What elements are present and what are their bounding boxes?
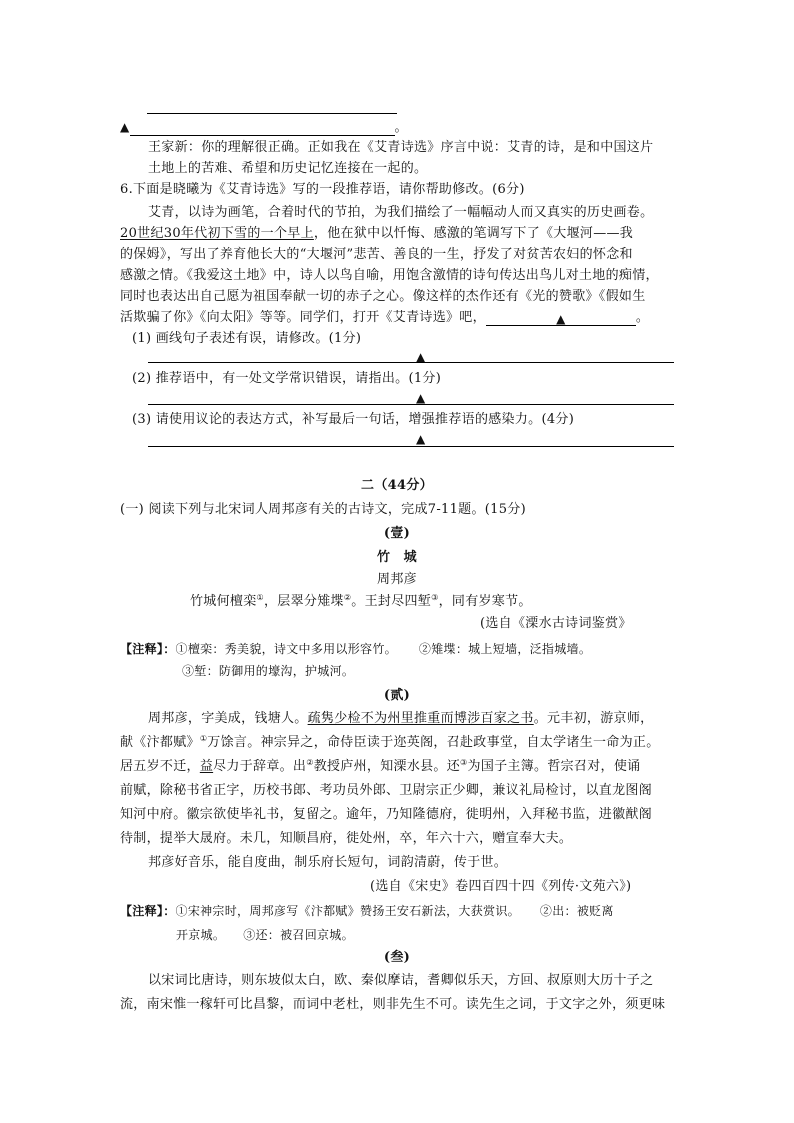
answer-marker-icon: ▲ <box>416 432 426 446</box>
question-title: 6.下面是晓曦为《艾青诗选》写的一段推荐语，请你帮助修改。(6分) <box>120 182 525 197</box>
section-title: 二（44分） <box>361 478 433 493</box>
sub-question: (2) 推荐语中，有一处文学常识错误，请指出。(1分) <box>132 371 442 386</box>
paragraph-line: 土地上的苦难、希望和历史记忆连接在一起的。 <box>148 161 428 176</box>
answer-line-row: ▲ 。 <box>120 120 408 135</box>
answer-line[interactable] <box>148 404 674 405</box>
part-number: (叁) <box>383 950 411 965</box>
part-number: (壹) <box>383 526 411 541</box>
paragraph-line: 20世纪30年代初下雪的一个早上，他在狱中以忏悔、感激的笔调写下了《大堰河——我 <box>120 226 634 241</box>
answer-line[interactable] <box>148 362 674 363</box>
paragraph-line: 流，南宋惟一稼轩可比昌黎，而词中老杜，则非先生不可。读先生之词，于文字之外，须更味 <box>120 997 666 1012</box>
paragraph-line: 邦彦好音乐，能自度曲，制乐府长短句，词韵清蔚，传于世。 <box>148 855 508 870</box>
annotation: 【注释】：①宋神宗时，周邦彦写《汴都赋》赞扬王安石新法，大获赏识。 ②出：被贬离 <box>120 904 614 918</box>
paragraph-line: 活欺骗了你》《向太阳》等等。同学们，打开《艾青诗选》吧， ▲ 。 <box>120 310 650 326</box>
paragraph-line: 同时也表达出自己愿为祖国奉献一切的赤子之心。像这样的杰作还有《光的赞歌》《假如生 <box>120 289 646 304</box>
annotation: ③堑：防御用的壕沟，护城河。 <box>182 664 355 678</box>
source-citation: (选自《溧水古诗词鉴赏》 <box>480 616 632 631</box>
poem-author: 周邦彦 <box>377 572 417 587</box>
sub-question: (3) 请使用议论的表达方式，补写最后一句话，增强推荐语的感染力。(4分) <box>132 412 575 427</box>
underlined-word: 益 <box>199 759 214 774</box>
underlined-sentence: 疏隽少检不为州里推重而博涉百家之书 <box>307 711 534 726</box>
section-intro: (一) 阅读下列与北宋词人周邦彦有关的古诗文，完成7-11题。(15分) <box>120 502 526 517</box>
answer-marker-icon: ▲ <box>416 350 426 364</box>
paragraph-line: 知河中府。徽宗欲使毕礼书，复留之。逾年，乃知隆德府，徙明州，入拜秘书监，进徽猷阁 <box>120 807 653 822</box>
answer-marker-icon: ▲ <box>416 391 426 405</box>
paragraph-line: 周邦彦，字美成，钱塘人。疏隽少检不为州里推重而博涉百家之书。元丰初，游京师， <box>148 711 654 726</box>
poem-title: 竹 城 <box>377 550 417 565</box>
paragraph-line: 待制，提举大晟府。未几，知顺昌府，徙处州，卒，年六十六，赠宣奉大夫。 <box>120 831 573 846</box>
answer-line <box>147 113 397 114</box>
paragraph-line: 前赋，除秘书省正字，历校书郎、考功员外郎、卫尉宗正少卿，兼议礼局检讨，以直龙图阁 <box>120 783 653 798</box>
poem-line: 竹城何檀栾①，层翠分雉堞②。王封尽四堑③，同有岁寒节。 <box>190 593 532 609</box>
answer-blank[interactable] <box>130 121 395 136</box>
part-number: (贰) <box>383 688 411 703</box>
answer-marker-icon: ▲ <box>120 120 130 134</box>
annotation: 开京城。 ③还：被召回京城。 <box>176 928 354 942</box>
annotation: 【注释】：①檀栾：秀美貌，诗文中多用以形容竹。 ②雉堞：城上短墙，泛指城墙。 <box>120 642 592 656</box>
answer-blank[interactable] <box>486 311 636 326</box>
source-citation: (选自《宋史》卷四百四十四《列传·文苑六》) <box>370 879 632 894</box>
paragraph-line: 感激之情。《我爱这土地》中，诗人以鸟自喻，用饱含激情的诗句传达出鸟儿对土地的痴情， <box>120 268 659 283</box>
paragraph-line: 艾青，以诗为画笔，合着时代的节拍，为我们描绘了一幅幅动人而又真实的历史画卷。 <box>148 205 654 220</box>
sub-question: (1) 画线句子表述有误，请修改。(1分) <box>132 331 362 346</box>
answer-marker-icon: ▲ <box>556 312 566 326</box>
paragraph-line: 居五岁不迁，益尽力于辞章。出②教授庐州，知溧水县。还③为国子主簿。哲宗召对，使诵 <box>120 758 641 774</box>
paragraph-line: 以宋词比唐诗，则东坡似太白，欧、秦似摩诘，耆卿似乐天，方回、叔原则大历十子之 <box>148 973 654 988</box>
paragraph-line: 王家新：你的理解很正确。正如我在《艾青诗选》序言中说：艾青的诗，是和中国这片 <box>148 140 654 155</box>
underlined-sentence: 20世纪30年代初下雪的一个早上 <box>120 226 314 241</box>
answer-line[interactable] <box>148 446 674 447</box>
paragraph-line: 的保姆》，写出了养育他长大的“大堰河”悲苦、善良的一生，抒发了对贫苦农妇的怀念和 <box>120 247 633 262</box>
paragraph-line: 献《汴都赋》①万馀言。神宗异之，命侍臣读于迩英阁，召赴政事堂，自太学诸生一命为正。 <box>120 734 660 750</box>
